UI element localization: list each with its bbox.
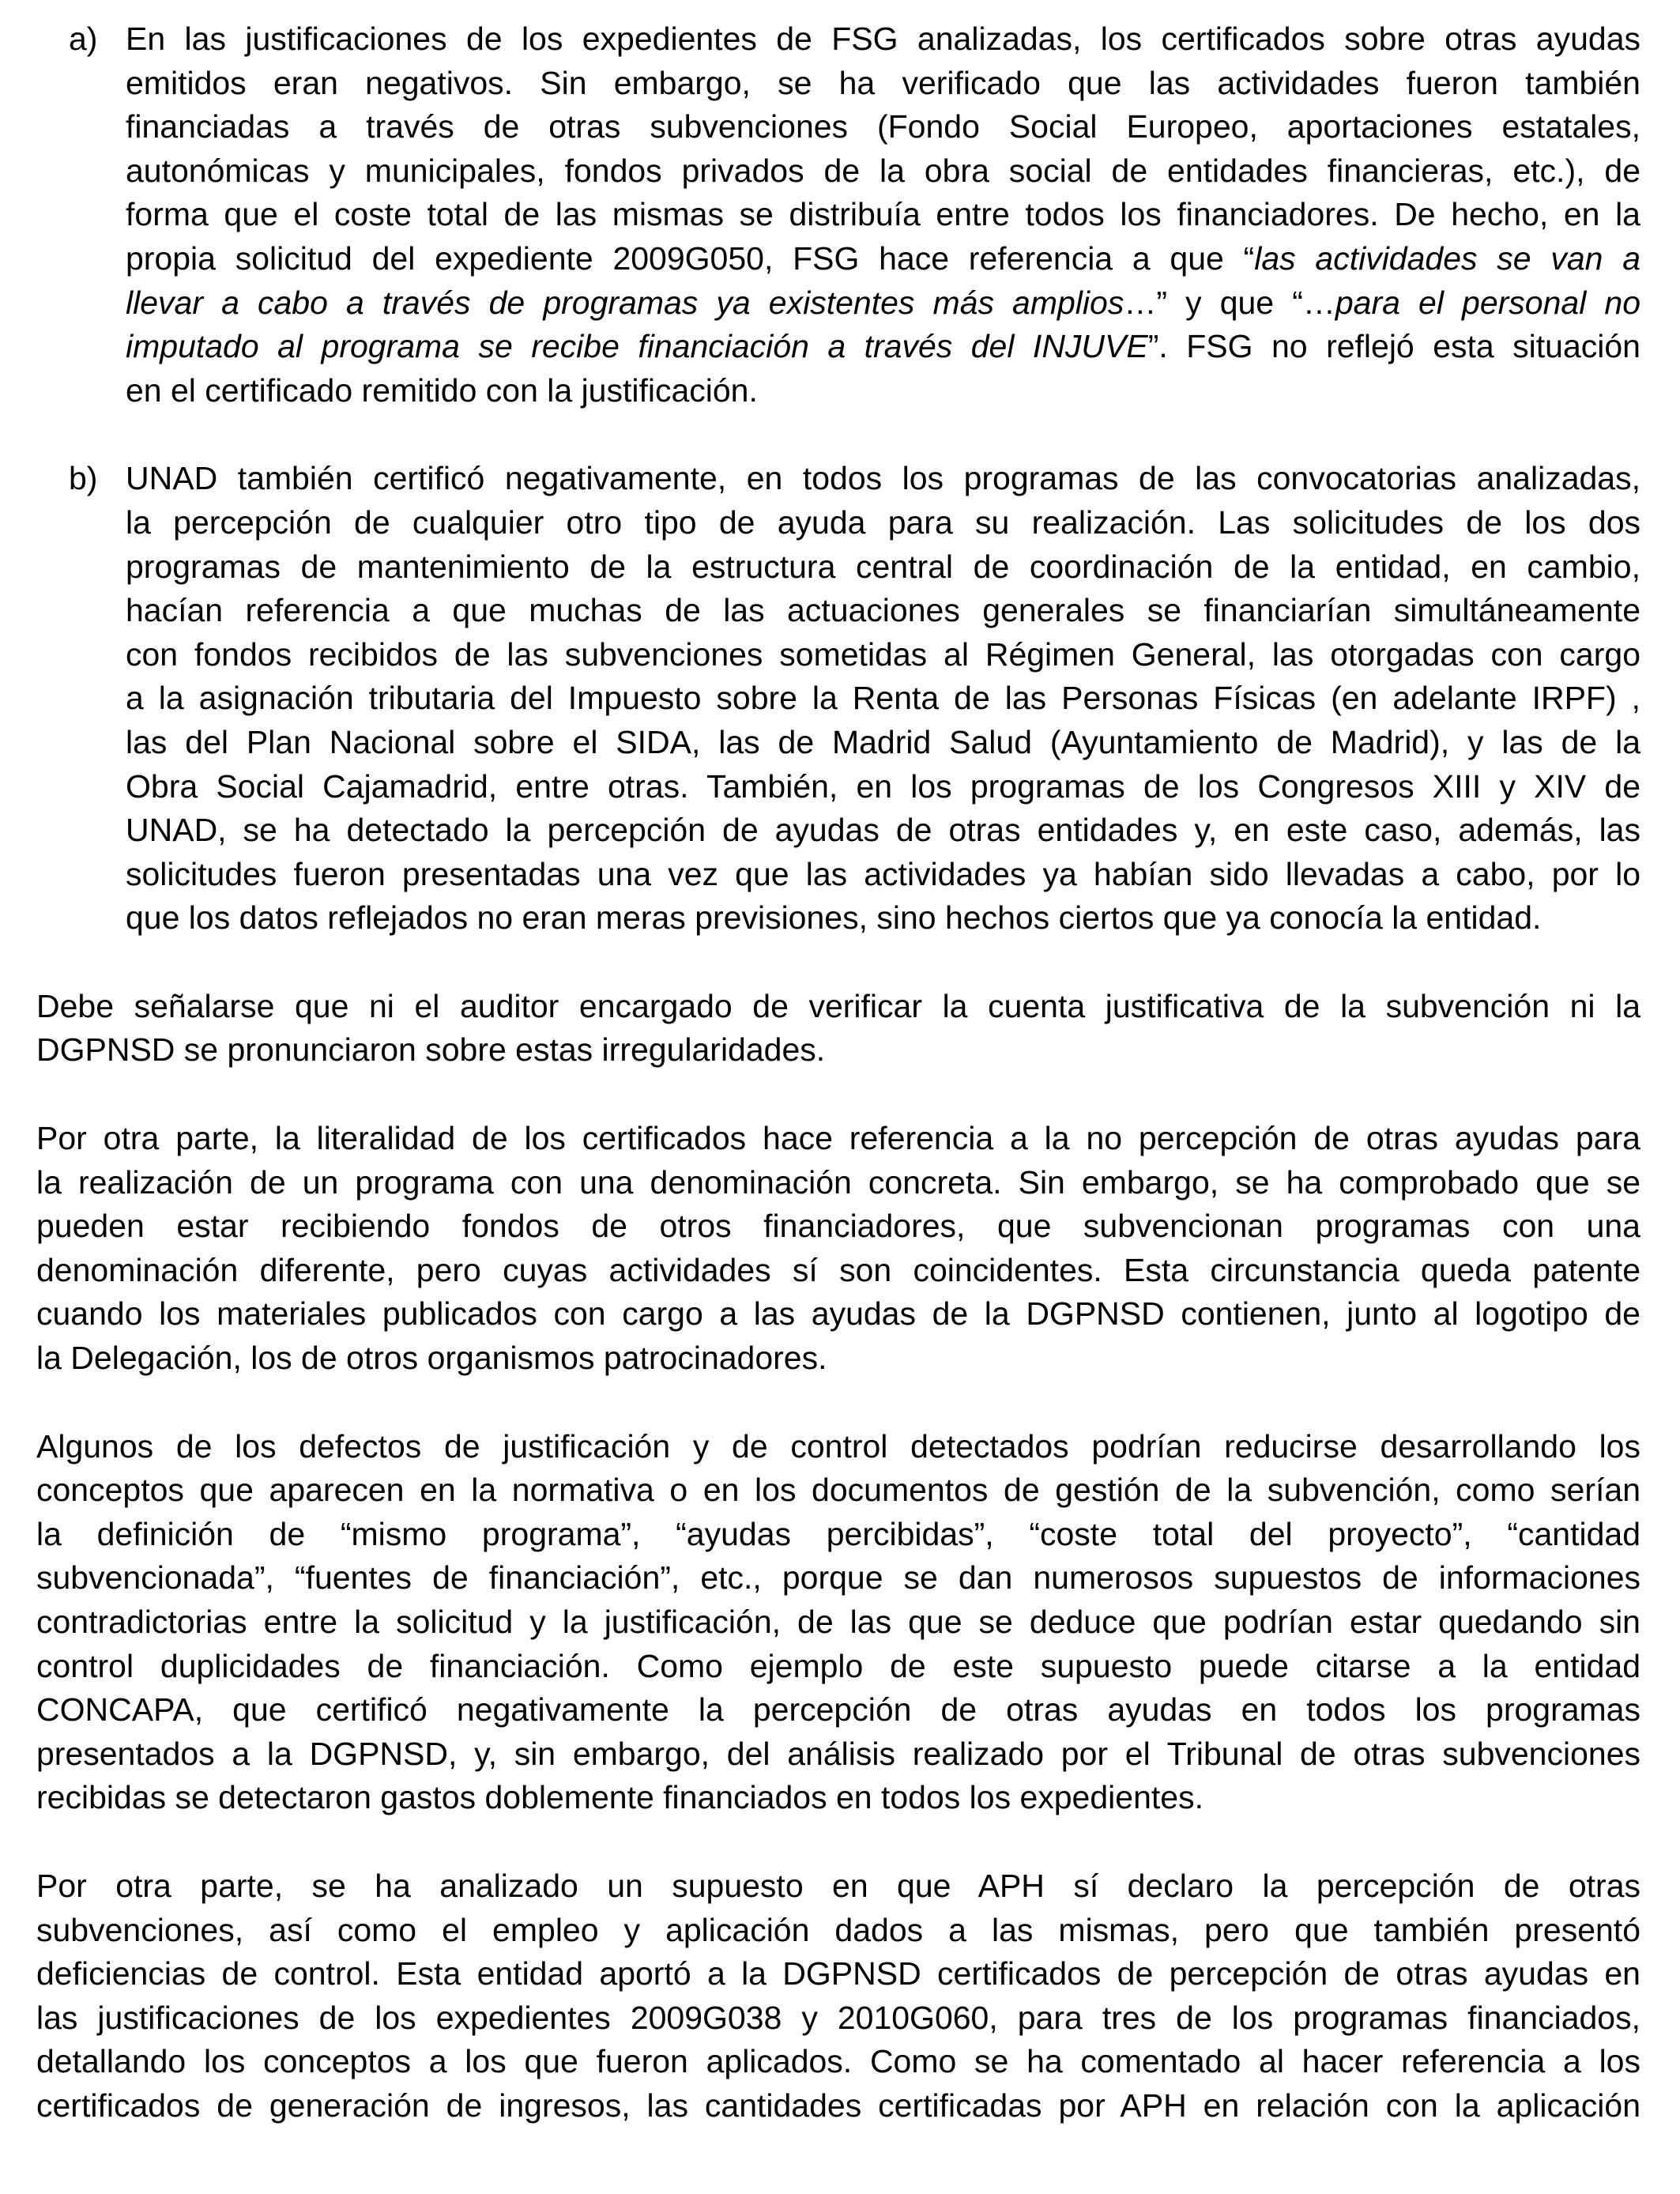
list-item-b	[36, 457, 1640, 941]
list-item-a	[36, 17, 1640, 413]
text-run: con fondos recibidos de las subvenciones sometidas al Régimen General, las otorgadas con cargo	[126, 635, 1640, 673]
text-run: programas de mantenimiento de la estructura central de coordinación de la entidad, en cambio,	[126, 548, 1640, 585]
text-run: recibidas se detectaron gastos doblemente financiados en todos los expedientes.	[36, 1779, 1203, 1816]
text-line	[36, 2040, 1640, 2084]
text-run: las del Plan Nacional sobre el SIDA, las de Madrid Salud (Ayuntamiento de Madrid), y las de la	[126, 723, 1640, 760]
text-run: la definición de “mismo programa”, “ayudas percibidas”, “coste total del proyecto”, “cantidad	[36, 1515, 1640, 1552]
text-line	[126, 369, 1640, 413]
text-line	[36, 1117, 1640, 1161]
text-run: a la asignación tributaria del Impuesto sobre la Renta de las Personas Físicas (en adelante IRPF) ,	[126, 680, 1640, 717]
text-run: cuando los materiales publicados con cargo a las ayudas de la DGPNSD contienen, junto al logotipo de	[36, 1295, 1640, 1333]
italic-quote: para el personal no	[1335, 284, 1641, 321]
paragraph-gap	[36, 413, 1640, 457]
text-line	[126, 17, 1640, 62]
text-line	[126, 62, 1640, 106]
text-run: emitidos eran negativos. Sin embargo, se ha verificado que las actividades fueron también	[126, 64, 1640, 101]
italic-quote: las actividades se van a	[1254, 239, 1640, 277]
text-run: denominación diferente, pero cuyas actividades sí son coincidentes. Esta circunstancia queda patente	[36, 1251, 1640, 1288]
text-line	[126, 545, 1640, 590]
text-run: DGPNSD se pronunciaron sobre estas irregularidades.	[36, 1031, 826, 1069]
text-run: detallando los conceptos a los que fueron aplicados. Como se ha comentado al hacer referencia a los	[36, 2043, 1640, 2080]
text-line	[36, 1909, 1640, 1953]
text-run: Debe señalarse que ni el auditor encargado de verificar la cuenta justificativa de la subvención ni la	[36, 987, 1640, 1024]
text-run: autonómicas y municipales, fondos privados de la obra social de entidades financieras, etc.), de	[126, 152, 1640, 189]
text-line	[126, 325, 1640, 369]
text-line	[126, 765, 1640, 809]
text-line	[36, 1556, 1640, 1600]
paragraph-gap	[36, 1381, 1640, 1425]
text-line	[126, 809, 1640, 853]
italic-quote: imputado al programa se recibe financiación a través del INJUVE	[126, 328, 1148, 365]
text-run: la realización de un programa con una denominación concreta. Sin embargo, se ha comprobado que se	[36, 1163, 1640, 1201]
paragraph-gap	[36, 1072, 1640, 1117]
text-run: hacían referencia a que muchas de las actuaciones generales se financiarían simultáneamente	[126, 592, 1640, 629]
text-run: presentados a la DGPNSD, y, sin embargo, del análisis realizado por el Tribunal de otras subvenciones	[36, 1735, 1640, 1772]
text-run: financiadas a través de otras subvenciones (Fondo Social Europeo, aportaciones estatales,	[126, 108, 1640, 145]
text-line	[126, 677, 1640, 721]
text-run: subvencionada”, “fuentes de financiación”, etc., porque se dan numerosos supuestos de informaciones	[36, 1559, 1640, 1596]
text-line	[36, 1513, 1640, 1557]
body-paragraph	[36, 985, 1640, 1072]
paragraph-gap	[36, 1820, 1640, 1864]
text-run: la percepción de cualquier otro tipo de ayuda para su realización. Las solicitudes de los dos	[126, 503, 1640, 541]
text-run: Por otra parte, la literalidad de los certificados hace referencia a la no percepción de otras ayudas para	[36, 1120, 1640, 1157]
text-line	[36, 1645, 1640, 1689]
text-run: UNAD también certificó negativamente, en todos los programas de las convocatorias analizadas,	[126, 460, 1640, 497]
text-run: ”. FSG no reflejó esta situación	[1147, 328, 1640, 365]
text-line	[36, 1425, 1640, 1469]
text-run: la Delegación, los de otros organismos patrocinadores.	[36, 1340, 827, 1377]
text-line	[36, 1249, 1640, 1293]
text-run: propia solicitud del expediente 2009G050, FSG hace referencia a que “	[126, 239, 1255, 277]
text-run: subvenciones, así como el empleo y aplicación dados a las mismas, pero que también presentó	[36, 1911, 1640, 1948]
text-run: …” y que “…	[1124, 284, 1335, 321]
document-page	[36, 17, 1640, 2128]
text-line	[36, 1161, 1640, 1205]
text-line	[126, 193, 1640, 237]
text-run: forma que el coste total de las mismas se distribuía entre todos los financiadores. De hecho, en la	[126, 196, 1640, 233]
text-line	[36, 2084, 1640, 2128]
body-paragraph	[36, 1117, 1640, 1381]
text-line	[36, 1996, 1640, 2041]
text-run: que los datos reflejados no eran meras previsiones, sino hechos ciertos que ya conocía la entidad.	[126, 899, 1542, 937]
text-run: deficiencias de control. Esta entidad aportó a la DGPNSD certificados de percepción de otras ayudas en	[36, 1955, 1640, 1992]
italic-quote: llevar a cabo a través de programas ya existentes más amplios	[126, 284, 1124, 321]
text-run: conceptos que aparecen en la normativa o en los documentos de gestión de la subvención, como serían	[36, 1472, 1640, 1509]
text-line	[126, 501, 1640, 545]
text-line	[126, 149, 1640, 194]
text-line	[36, 1688, 1640, 1732]
text-line	[126, 281, 1640, 326]
text-line	[126, 896, 1640, 941]
text-run: contradictorias entre la solicitud y la justificación, de las que se deduce que podrían estar quedando sin	[36, 1604, 1640, 1640]
text-run: Por otra parte, se ha analizado un supuesto en que APH sí declaro la percepción de otras	[36, 1867, 1640, 1904]
text-run: UNAD, se ha detectado la percepción de ayudas de otras entidades y, en este caso, además, las	[126, 812, 1640, 849]
body-paragraph	[36, 1425, 1640, 1820]
text-line	[36, 1952, 1640, 1996]
text-line	[36, 1600, 1640, 1645]
text-run: certificados de generación de ingresos, las cantidades certificadas por APH en relación con la aplicación	[36, 2087, 1640, 2124]
paragraph-gap	[36, 941, 1640, 985]
text-line	[126, 589, 1640, 633]
text-run: solicitudes fueron presentadas una vez que las actividades ya habían sido llevadas a cabo, por lo	[126, 855, 1640, 892]
text-line	[36, 1468, 1640, 1513]
text-run: las justificaciones de los expedientes 2009G038 y 2010G060, para tres de los programas financiados,	[36, 1999, 1640, 2036]
text-run: En las justificaciones de los expedientes de FSG analizadas, los certificados sobre otras ayudas	[126, 21, 1640, 57]
text-line	[126, 853, 1640, 897]
text-line	[36, 985, 1640, 1029]
text-line	[36, 1732, 1640, 1777]
text-run: Algunos de los defectos de justificación y de control detectados podrían reducirse desarrollando los	[36, 1427, 1640, 1465]
text-run: en el certificado remitido con la justificación.	[126, 371, 758, 409]
text-line	[36, 1292, 1640, 1336]
text-run: CONCAPA, que certificó negativamente la percepción de otras ayudas en todos los programas	[36, 1691, 1640, 1728]
text-line	[36, 1028, 1640, 1072]
list-marker: a)	[69, 21, 98, 57]
text-line	[36, 1864, 1640, 1909]
text-line	[36, 1336, 1640, 1381]
list-marker: b)	[69, 460, 98, 497]
text-line	[126, 237, 1640, 281]
text-line	[126, 721, 1640, 765]
text-line	[126, 633, 1640, 677]
text-line	[36, 1776, 1640, 1820]
text-run: control duplicidades de financiación. Como ejemplo de este supuesto puede citarse a la entidad	[36, 1647, 1640, 1684]
text-run: Obra Social Cajamadrid, entre otras. También, en los programas de los Congresos XIII y XIV de	[126, 767, 1640, 805]
text-line	[126, 457, 1640, 501]
text-run: pueden estar recibiendo fondos de otros financiadores, que subvencionan programas con una	[36, 1208, 1640, 1245]
body-paragraph	[36, 1864, 1640, 2128]
text-line	[126, 105, 1640, 149]
text-line	[36, 1204, 1640, 1249]
